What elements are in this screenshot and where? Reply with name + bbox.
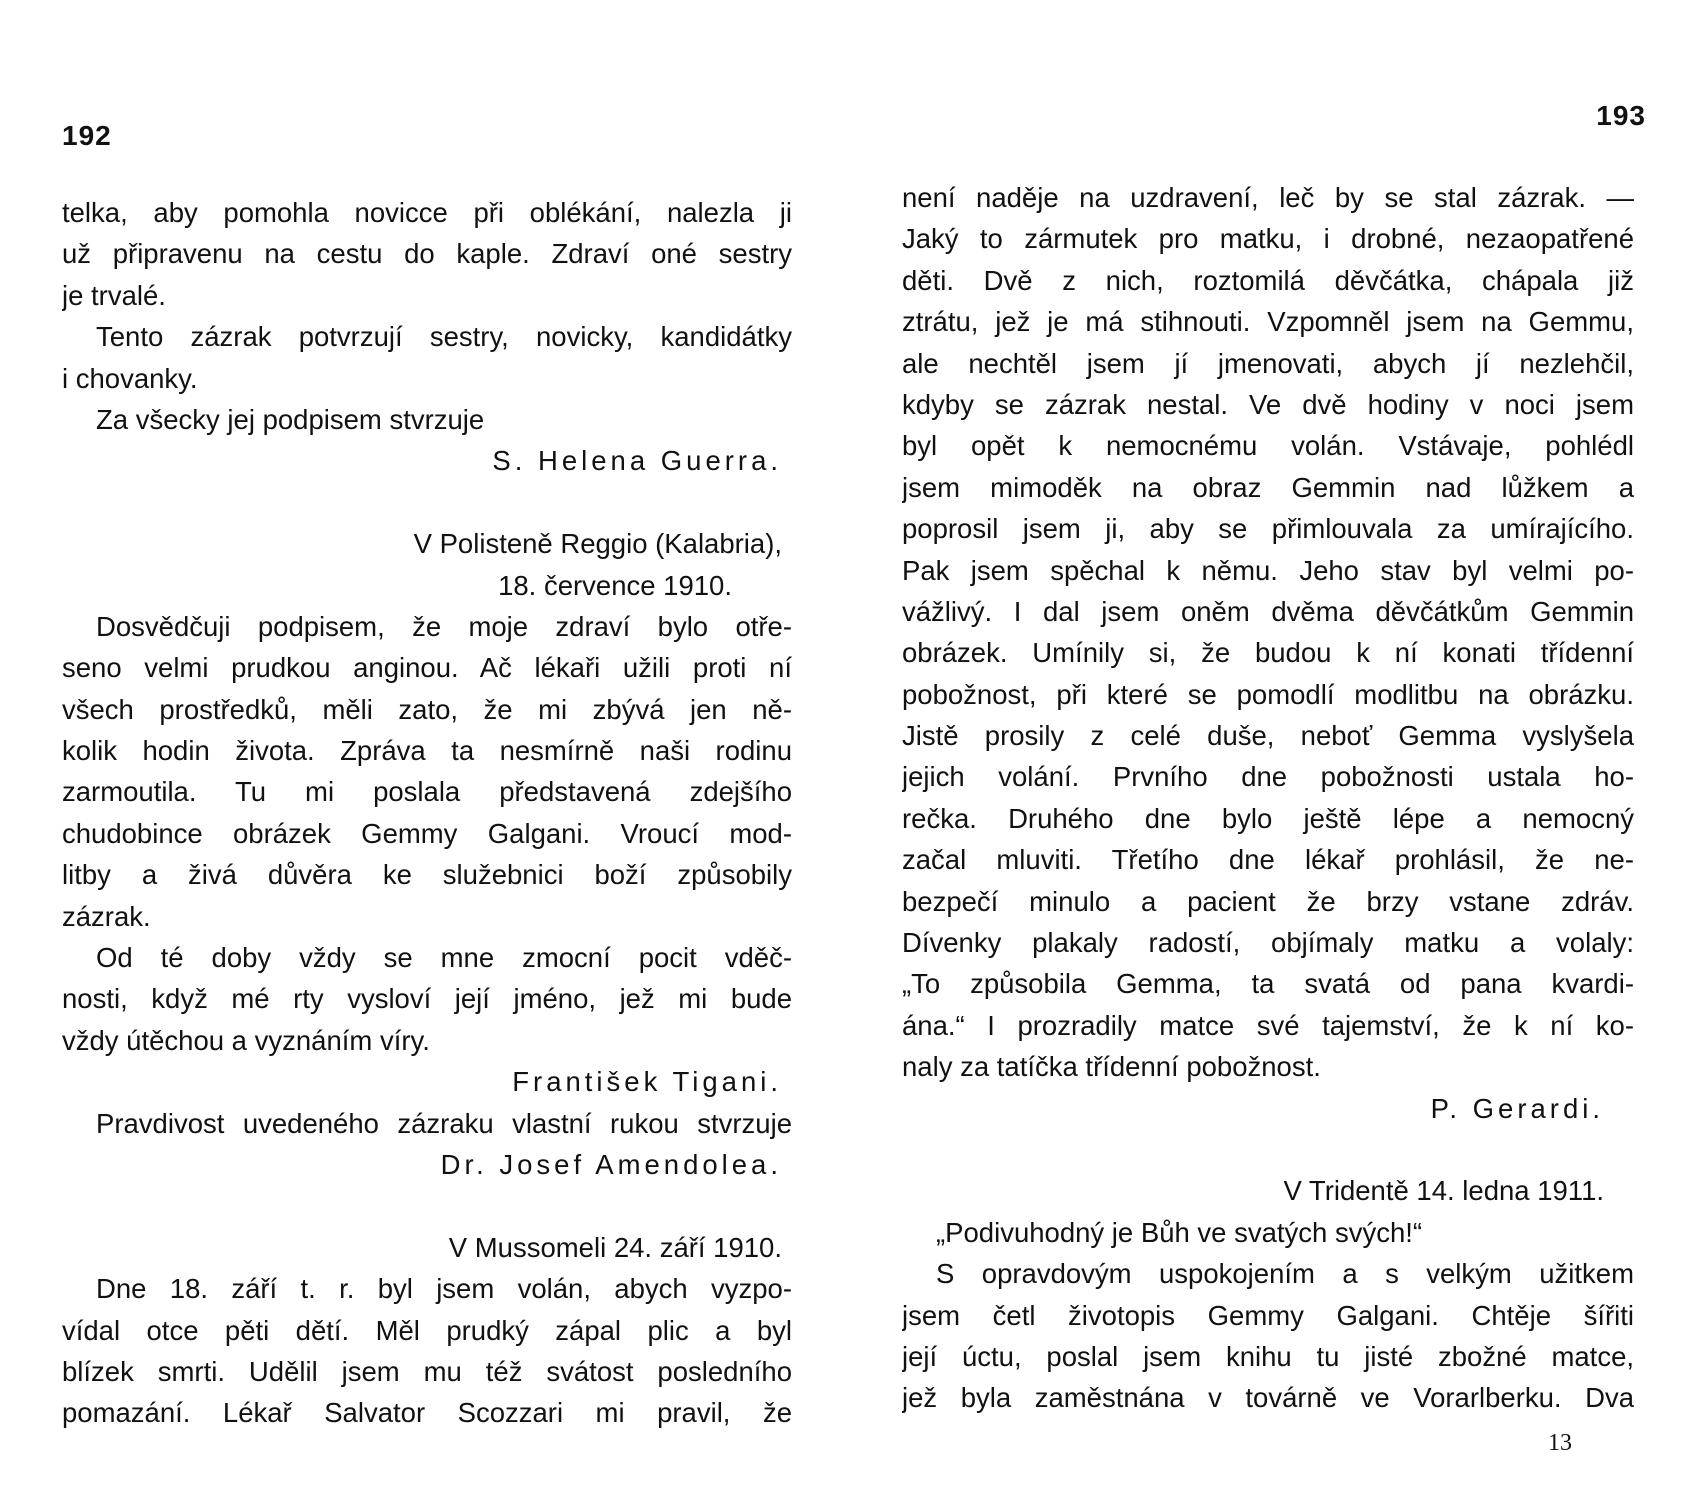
text-line: jsem mimoděk na obraz Gemmin nad lůžkem a — [902, 471, 1634, 503]
dateline: V Tridentě 14. ledna 1911. — [1283, 1175, 1604, 1207]
signature-line: P. Gerardi. — [1430, 1092, 1604, 1124]
text-line: Dosvědčuji podpisem, že moje zdraví bylo otře- — [96, 610, 792, 642]
blank-line — [62, 482, 792, 523]
blank-line — [902, 1129, 1634, 1170]
text-line: chudobince obrázek Gemmy Galgani. Vroucí mod- — [62, 817, 792, 849]
text-line: vážlivý. I dal jsem oněm dvěma děvčátkům Gemmin — [902, 595, 1634, 627]
text-line: rečka. Druhého dne bylo ještě lépe a nemocný — [902, 802, 1634, 834]
text-line: byl opět k nemocnému volán. Vstávaje, pohlédl — [902, 430, 1634, 462]
text-line: Jistě prosily z celé duše, neboť Gemma vyslyšela — [902, 720, 1634, 752]
text-line: litby a živá důvěra ke služebnici boží způsobily — [62, 859, 792, 891]
text-line: kdyby se zázrak nestal. Ve dvě hodiny v noci jsem — [902, 388, 1634, 420]
page-number: 192 — [62, 120, 112, 151]
text-line: S opravdovým uspokojením a s velkým užitkem — [936, 1258, 1634, 1290]
text-line: poprosil jsem ji, aby se přimlouvala za umírajícího. — [902, 513, 1634, 545]
text-line: Jaký to zármutek pro matku, i drobné, nezaopatřené — [902, 223, 1634, 255]
text-line: začal mluviti. Třetího dne lékař prohlásil, že ne- — [902, 844, 1634, 876]
text-line: ale nechtěl jsem jí jmenovati, abych jí nezlehčil, — [902, 347, 1634, 379]
text-line: všech prostředků, měli zato, že mi zbývá jen ně- — [62, 693, 792, 725]
text-line: ztrátu, jež je má stihnouti. Vzpomněl jsem na Gemmu, — [902, 306, 1634, 338]
text-line: Pravdivost uvedeného zázraku vlastní rukou stvrzuje — [96, 1107, 792, 1139]
text-line: Dne 18. září t. r. byl jsem volán, abych vyzpo- — [96, 1273, 792, 1305]
text-line: Za všecky jej podpisem stvrzuje — [96, 403, 485, 435]
text-line: pomazání. Lékař Salvator Scozzari mi pravil, že — [62, 1397, 792, 1429]
text-line: „To způsobila Gemma, ta svatá od pana kvardi- — [902, 968, 1634, 1000]
text-line: Tento zázrak potvrzují sestry, novicky, kandidátky — [96, 321, 792, 353]
text-line: Pak jsem spěchal k němu. Jeho stav byl velmi po- — [902, 554, 1634, 586]
text-line: kolik hodin života. Zpráva ta nesmírně naši rodinu — [62, 735, 792, 767]
text-line: bezpečí minulo a pacient že brzy vstane zdráv. — [902, 885, 1634, 917]
text-line: zarmoutila. Tu mi poslala představená zdejšího — [62, 776, 792, 808]
text-line: její úctu, poslal jsem knihu tu jisté zbožné matce, — [902, 1340, 1634, 1372]
signature-line: Dr. Josef Amendolea. — [440, 1148, 782, 1180]
text-line: i chovanky. — [62, 362, 198, 394]
text-line: pobožnost, při které se pomodlí modlitbu na obrázku. — [902, 678, 1634, 710]
text-line: zázrak. — [62, 900, 151, 932]
text-line: vídal otce pěti dětí. Měl prudký zápal plic a byl — [62, 1314, 792, 1346]
text-line: není naděje na uzdravení, leč by se stal zázrak. — — [902, 182, 1634, 213]
page-number: 193 — [1596, 100, 1646, 131]
signature-mark: 13 — [1548, 1430, 1572, 1456]
text-line: je trvalé. — [62, 279, 166, 311]
right-page — [846, 0, 1692, 1500]
text-line: už připravenu na cestu do kaple. Zdraví oné sestry — [62, 238, 792, 270]
page-text — [902, 177, 1634, 1419]
text-line: nosti, když mé rty vysloví její jméno, jež mi bude — [62, 983, 792, 1015]
text-line: ána.“ I prozradily matce své tajemství, že k ní ko- — [902, 1009, 1634, 1041]
text-line: telka, aby pomohla novicce při oblékání, nalezla ji — [62, 197, 792, 228]
text-line: „Podivuhodný je Bůh ve svatých svých!“ — [936, 1216, 1423, 1248]
text-line: jejich volání. Prvního dne pobožnosti ustala ho- — [902, 761, 1634, 793]
text-line: naly za tatíčka třídenní pobožnost. — [902, 1051, 1321, 1083]
signature-line: František Tigani. — [512, 1066, 782, 1098]
dateline: 18. července 1910. — [498, 569, 732, 601]
dateline: V Polisteně Reggio (Kalabria), — [413, 528, 782, 560]
text-line: děti. Dvě z nich, roztomilá děvčátka, chápala již — [902, 264, 1634, 296]
text-line: jež byla zaměstnána v továrně ve Vorarlberku. Dva — [902, 1382, 1634, 1414]
signature-line: S. Helena Guerra. — [492, 445, 782, 477]
blank-line — [62, 1185, 792, 1226]
text-line: seno velmi prudkou anginou. Ač lékaři užili proti ní — [62, 652, 792, 684]
text-line: jsem četl životopis Gemmy Galgani. Chtěje šířiti — [902, 1299, 1634, 1331]
text-line: Dívenky plakaly radostí, objímaly matku a volaly: — [902, 927, 1634, 959]
text-line: Od té doby vždy se mne zmocní pocit vděč- — [96, 942, 792, 974]
page-text — [62, 192, 792, 1434]
dateline: V Mussomeli 24. září 1910. — [448, 1231, 782, 1263]
text-line: vždy útěchou a vyznáním víry. — [62, 1024, 430, 1056]
text-line: blízek smrti. Udělil jsem mu též svátost posledního — [62, 1355, 792, 1387]
text-line: obrázek. Umínily si, že budou k ní konati třídenní — [902, 637, 1634, 669]
